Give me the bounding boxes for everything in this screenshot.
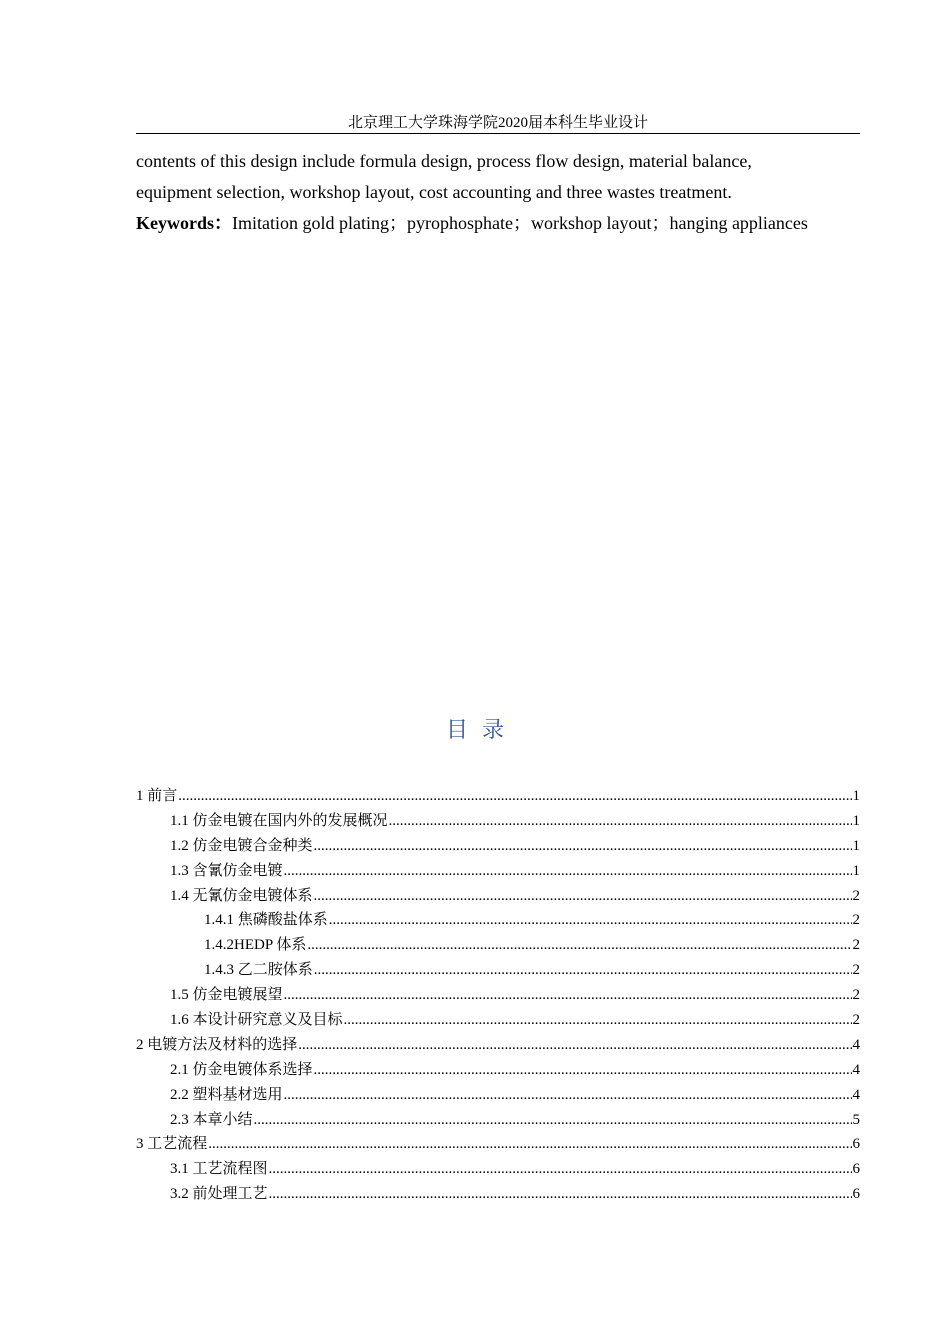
toc-leader-dots xyxy=(298,1033,851,1058)
toc-leader-dots xyxy=(284,983,852,1008)
toc-entry-title: 2.2 塑料基材选用 xyxy=(170,1086,283,1103)
toc-leader-dots xyxy=(329,908,852,933)
toc-entry-page-number: 2 xyxy=(852,962,860,979)
toc-entry-title: 3 工艺流程 xyxy=(136,1136,208,1153)
toc-entry[interactable] xyxy=(136,958,860,983)
toc-entry-page-number: 2 xyxy=(852,912,860,929)
toc-entry-page-number: 2 xyxy=(852,887,860,904)
toc-leader-dots xyxy=(178,784,851,809)
toc-entry[interactable] xyxy=(136,1008,860,1033)
toc-leader-dots xyxy=(208,1132,851,1157)
toc-leader-dots xyxy=(269,1182,852,1207)
toc-leader-dots xyxy=(389,809,852,834)
toc-entry-page-number: 6 xyxy=(852,1161,860,1178)
toc-leader-dots xyxy=(269,1157,852,1182)
toc-entry-title: 1.5 仿金电镀展望 xyxy=(170,987,283,1004)
toc-entry[interactable] xyxy=(136,983,860,1008)
toc-leader-dots xyxy=(314,958,852,983)
toc-entry-page-number: 2 xyxy=(852,987,860,1004)
toc-leader-dots xyxy=(314,834,852,859)
abstract-line-1 xyxy=(136,146,860,177)
toc-entry-page-number: 6 xyxy=(852,1136,860,1153)
toc-leader-dots xyxy=(314,1058,852,1083)
toc-entry[interactable] xyxy=(136,933,860,958)
toc-entry[interactable] xyxy=(136,834,860,859)
toc-entry-page-number: 6 xyxy=(852,1186,860,1203)
toc-entry-page-number: 1 xyxy=(852,812,860,829)
toc-entry-title: 1.4.1 焦磷酸盐体系 xyxy=(204,912,328,929)
toc-entry-title: 2.1 仿金电镀体系选择 xyxy=(170,1061,313,1078)
toc-entry-page-number: 4 xyxy=(852,1036,860,1053)
toc-entry[interactable] xyxy=(136,1132,860,1157)
toc-entry-page-number: 1 xyxy=(852,788,860,804)
abstract-line-1-text: contents of this design include formula design, process flow design, material balance, xyxy=(136,151,752,171)
toc-entry[interactable] xyxy=(136,809,860,834)
toc-entry-page-number: 4 xyxy=(852,1061,860,1078)
toc-entry[interactable] xyxy=(136,1058,860,1083)
toc-entry[interactable] xyxy=(136,1157,860,1182)
toc-entry[interactable] xyxy=(136,1108,860,1133)
toc-entry[interactable] xyxy=(136,884,860,909)
toc-leader-dots xyxy=(284,859,852,884)
running-header: 北京理工大学珠海学院2020届本科生毕业设计 xyxy=(347,115,648,131)
toc-leader-dots xyxy=(284,1083,852,1108)
toc-entry[interactable] xyxy=(136,1083,860,1108)
toc-entry[interactable] xyxy=(136,784,860,809)
toc-entry-title: 1 前言 xyxy=(136,788,178,804)
toc-entry-title: 1.2 仿金电镀合金种类 xyxy=(170,837,313,854)
toc-entry-title: 1.4.3 乙二胺体系 xyxy=(204,962,313,979)
toc-title: 目录 xyxy=(445,718,518,743)
toc-entry-page-number: 5 xyxy=(852,1111,860,1128)
toc-entry-page-number: 2 xyxy=(852,937,860,954)
header-rule xyxy=(136,133,860,134)
toc-entry-page-number: 4 xyxy=(852,1086,860,1103)
toc-entry-title: 1.3 含氰仿金电镀 xyxy=(170,862,283,879)
toc-leader-dots xyxy=(307,933,851,958)
toc-entry-page-number: 1 xyxy=(852,837,860,854)
toc-entry-title: 3.1 工艺流程图 xyxy=(170,1161,268,1178)
toc-entry[interactable] xyxy=(136,1033,860,1058)
toc-leader-dots xyxy=(314,884,852,909)
table-of-contents xyxy=(136,784,860,1207)
toc-entry-page-number: 2 xyxy=(852,1012,860,1029)
toc-entry-title: 2.3 本章小结 xyxy=(170,1111,253,1128)
toc-entry-page-number: 1 xyxy=(852,862,860,879)
toc-entry-title: 1.1 仿金电镀在国内外的发展概况 xyxy=(170,812,388,829)
abstract-continuation xyxy=(136,146,860,239)
toc-entry[interactable] xyxy=(136,859,860,884)
toc-entry-title: 1.4 无氰仿金电镀体系 xyxy=(170,887,313,904)
toc-leader-dots xyxy=(254,1108,852,1133)
toc-leader-dots xyxy=(344,1008,852,1033)
toc-entry[interactable] xyxy=(136,1182,860,1207)
toc-entry-title: 1.4.2HEDP 体系 xyxy=(204,937,307,954)
toc-entry-title: 2 电镀方法及材料的选择 xyxy=(136,1036,298,1053)
toc-entry-title: 3.2 前处理工艺 xyxy=(170,1186,268,1203)
keywords-text: Imitation gold plating；pyrophosphate；workshop layout；hanging appliances xyxy=(232,213,808,233)
toc-entry[interactable] xyxy=(136,908,860,933)
keywords-label: Keywords： xyxy=(136,213,232,233)
abstract-line-2 xyxy=(136,177,860,208)
toc-entry-title: 1.6 本设计研究意义及目标 xyxy=(170,1012,343,1029)
abstract-line-2-text: equipment selection, workshop layout, cost accounting and three wastes treatment. xyxy=(136,182,732,202)
keywords-line xyxy=(136,208,860,239)
